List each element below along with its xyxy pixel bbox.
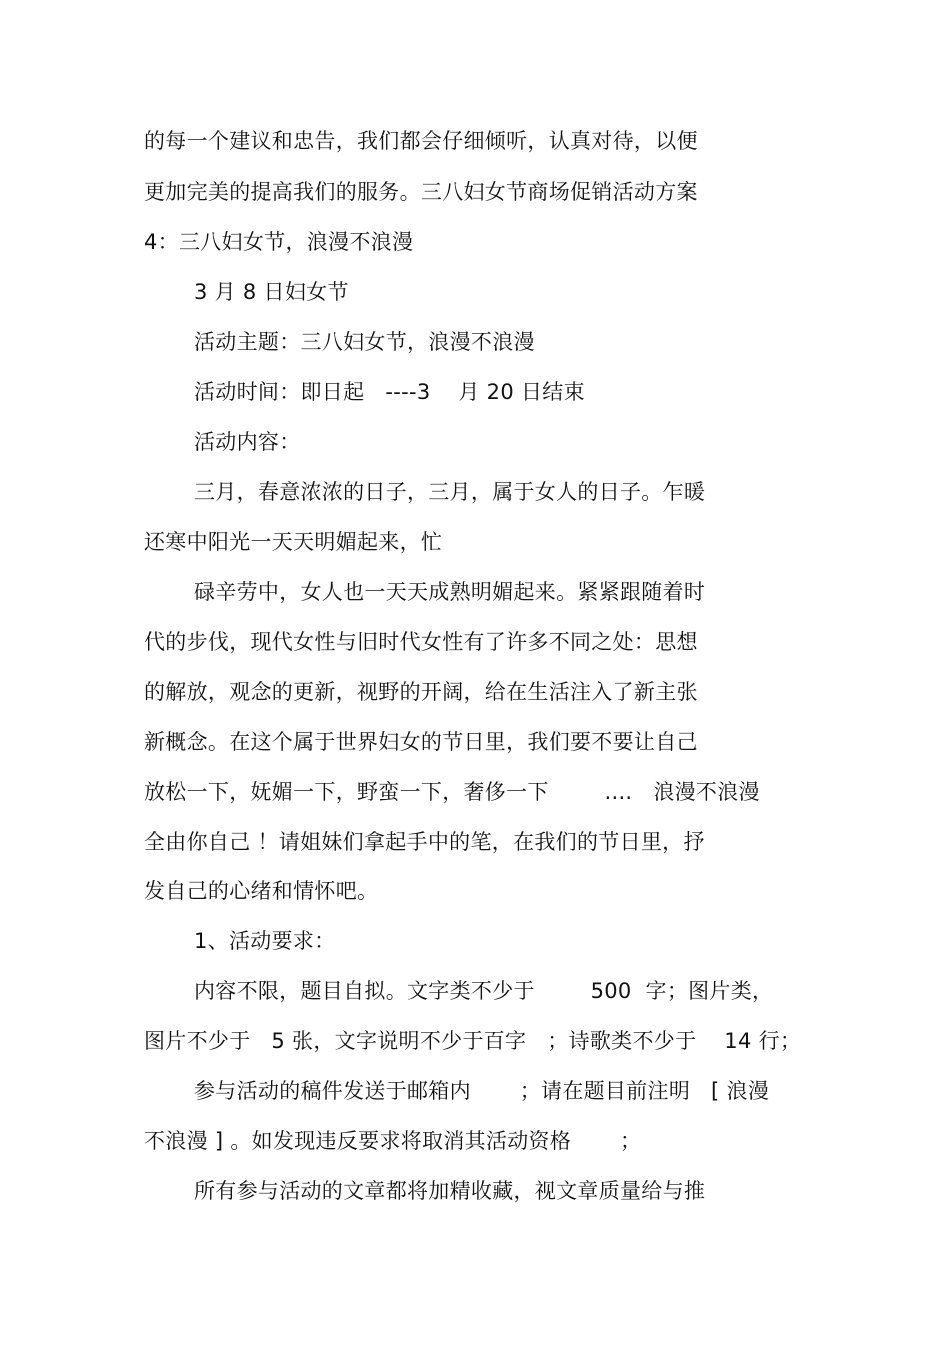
text-line: 活动内容： bbox=[194, 430, 301, 454]
text-line: 活动主题：三八妇女节，浪漫不浪漫 bbox=[194, 330, 535, 354]
text-line: 活动时间：即日起 ----3 月 20 日结束 bbox=[194, 380, 585, 404]
text-line: 更加完美的提高我们的服务。三八妇女节商场促销活动方案 bbox=[144, 180, 698, 204]
text-line: 碌辛劳中，女人也一天天成熟明媚起来。紧紧跟随着时 bbox=[194, 580, 706, 604]
text-line: 的每一个建议和忠告，我们都会仔细倾听，认真对待，以便 bbox=[144, 129, 698, 153]
text-line: 放松一下，妩媚一下，野蛮一下，奢侈一下 .... 浪漫不浪漫 bbox=[144, 780, 760, 804]
text-line: 还寒中阳光一天天明媚起来，忙 bbox=[144, 530, 443, 554]
text-line: 代的步伐，现代女性与旧时代女性有了许多不同之处：思想 bbox=[144, 630, 698, 654]
text-line: 参与活动的稿件发送于邮箱内 ；请在题目前注明 [ 浪漫 bbox=[194, 1079, 770, 1103]
text-line: 图片不少于 5 张，文字说明不少于百字 ；诗歌类不少于 14 行； bbox=[144, 1029, 802, 1053]
text-line: 发自己的心绪和情怀吧。 bbox=[144, 879, 379, 903]
text-line: 1、活动要求： bbox=[194, 929, 336, 953]
text-line: 不浪漫 ] 。如发现违反要求将取消其活动资格 ； bbox=[144, 1129, 642, 1153]
text-line: 3 月 8 日妇女节 bbox=[194, 280, 349, 304]
text-line: 全由你自己 ！请姐妹们拿起手中的笔，在我们的节日里，抒 bbox=[144, 830, 705, 854]
text-line: 新概念。在这个属于世界妇女的节日里，我们要不要让自己 bbox=[144, 730, 698, 754]
text-line: 的解放，观念的更新，视野的开阔，给在生活注入了新主张 bbox=[144, 680, 698, 704]
text-line: 所有参与活动的文章都将加精收藏，视文章质量给与推 bbox=[194, 1179, 706, 1203]
text-line: 4：三八妇女节，浪漫不浪漫 bbox=[144, 230, 414, 254]
text-line: 内容不限，题目自拟。文字类不少于 500 字；图片类， bbox=[194, 979, 774, 1003]
text-line: 三月，春意浓浓的日子，三月，属于女人的日子。乍暖 bbox=[194, 480, 706, 504]
